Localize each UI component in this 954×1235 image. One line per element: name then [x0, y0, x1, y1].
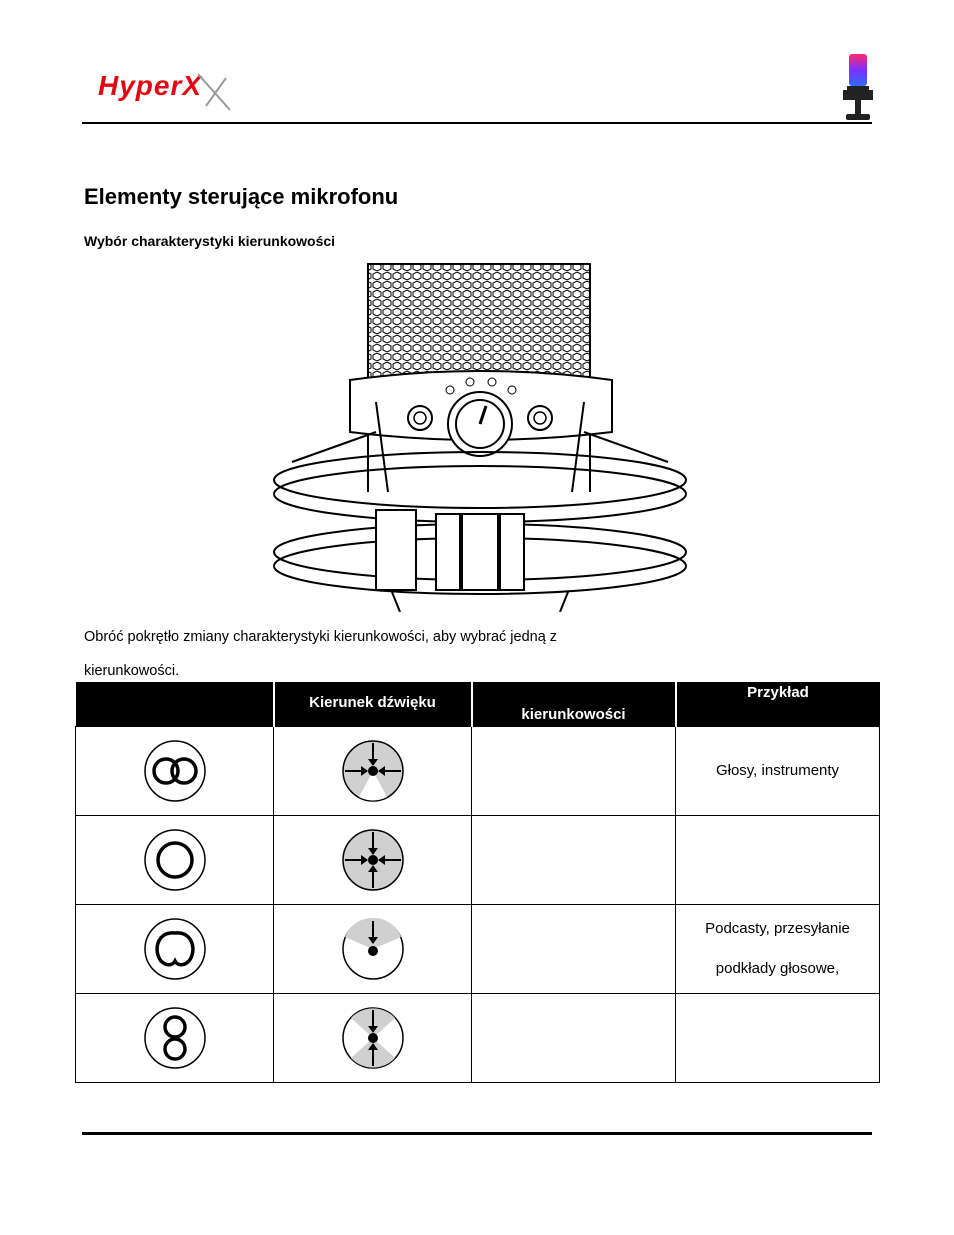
pattern-name-cell: [472, 905, 676, 994]
page-title: Elementy sterujące mikrofonu: [84, 184, 399, 209]
microphone-illustration: [272, 262, 688, 612]
pattern-cell: [76, 816, 274, 905]
instruction-text: [84, 620, 684, 688]
stereo-pickup-icon: [341, 739, 405, 803]
table-row: [76, 816, 880, 905]
omnidirectional-pickup-icon: [341, 828, 405, 892]
pattern-cell: [76, 994, 274, 1083]
table-row: [76, 994, 880, 1083]
table-row: [76, 905, 880, 994]
header-divider: [82, 122, 872, 124]
example-cell: [676, 905, 880, 994]
polar-pattern-table: [75, 682, 880, 1083]
header-direction: Kierunek dźwięku: [274, 682, 472, 727]
header-pattern: [76, 682, 274, 727]
example-text: Podcasty, przesyłanie: [705, 920, 850, 937]
stereo-icon: [143, 739, 207, 803]
hyperx-logo: [98, 66, 238, 114]
pattern-cell: [76, 905, 274, 994]
pattern-cell: [76, 727, 274, 816]
footer-divider: [82, 1132, 872, 1135]
example-cell: [676, 994, 880, 1083]
example-cell: [676, 816, 880, 905]
pattern-name-cell: [472, 816, 676, 905]
microphone-thumbnail-icon: [838, 52, 878, 124]
direction-cell: [274, 905, 472, 994]
header-pattern-name: kierunkowości: [472, 682, 676, 727]
example-text: Głosy, instrumenty: [715, 762, 840, 779]
omnidirectional-icon: [143, 828, 207, 892]
bidirectional-icon: [143, 1006, 207, 1070]
table-header-row: [76, 682, 880, 727]
cardioid-pickup-icon: [341, 917, 405, 981]
cardioid-icon: [143, 917, 207, 981]
direction-cell: [274, 994, 472, 1083]
brand-wordmark: HyperX: [98, 70, 203, 101]
section-subtitle: Wybór charakterystyki kierunkowości: [84, 233, 336, 249]
direction-cell: [274, 816, 472, 905]
pattern-name-cell: [472, 994, 676, 1083]
direction-cell: [274, 727, 472, 816]
bidirectional-pickup-icon: [341, 1006, 405, 1070]
instruction-line-2: kierunkowości.: [84, 663, 180, 679]
table-row: [76, 727, 880, 816]
example-cell: [676, 727, 880, 816]
instruction-line-1: Obróć pokrętło zmiany charakterystyki kierunkowości, aby wybrać jedną z: [84, 629, 558, 645]
pattern-name-cell: [472, 727, 676, 816]
header-example: Przykład: [676, 682, 880, 727]
example-text: podkłady głosowe,: [715, 960, 840, 977]
